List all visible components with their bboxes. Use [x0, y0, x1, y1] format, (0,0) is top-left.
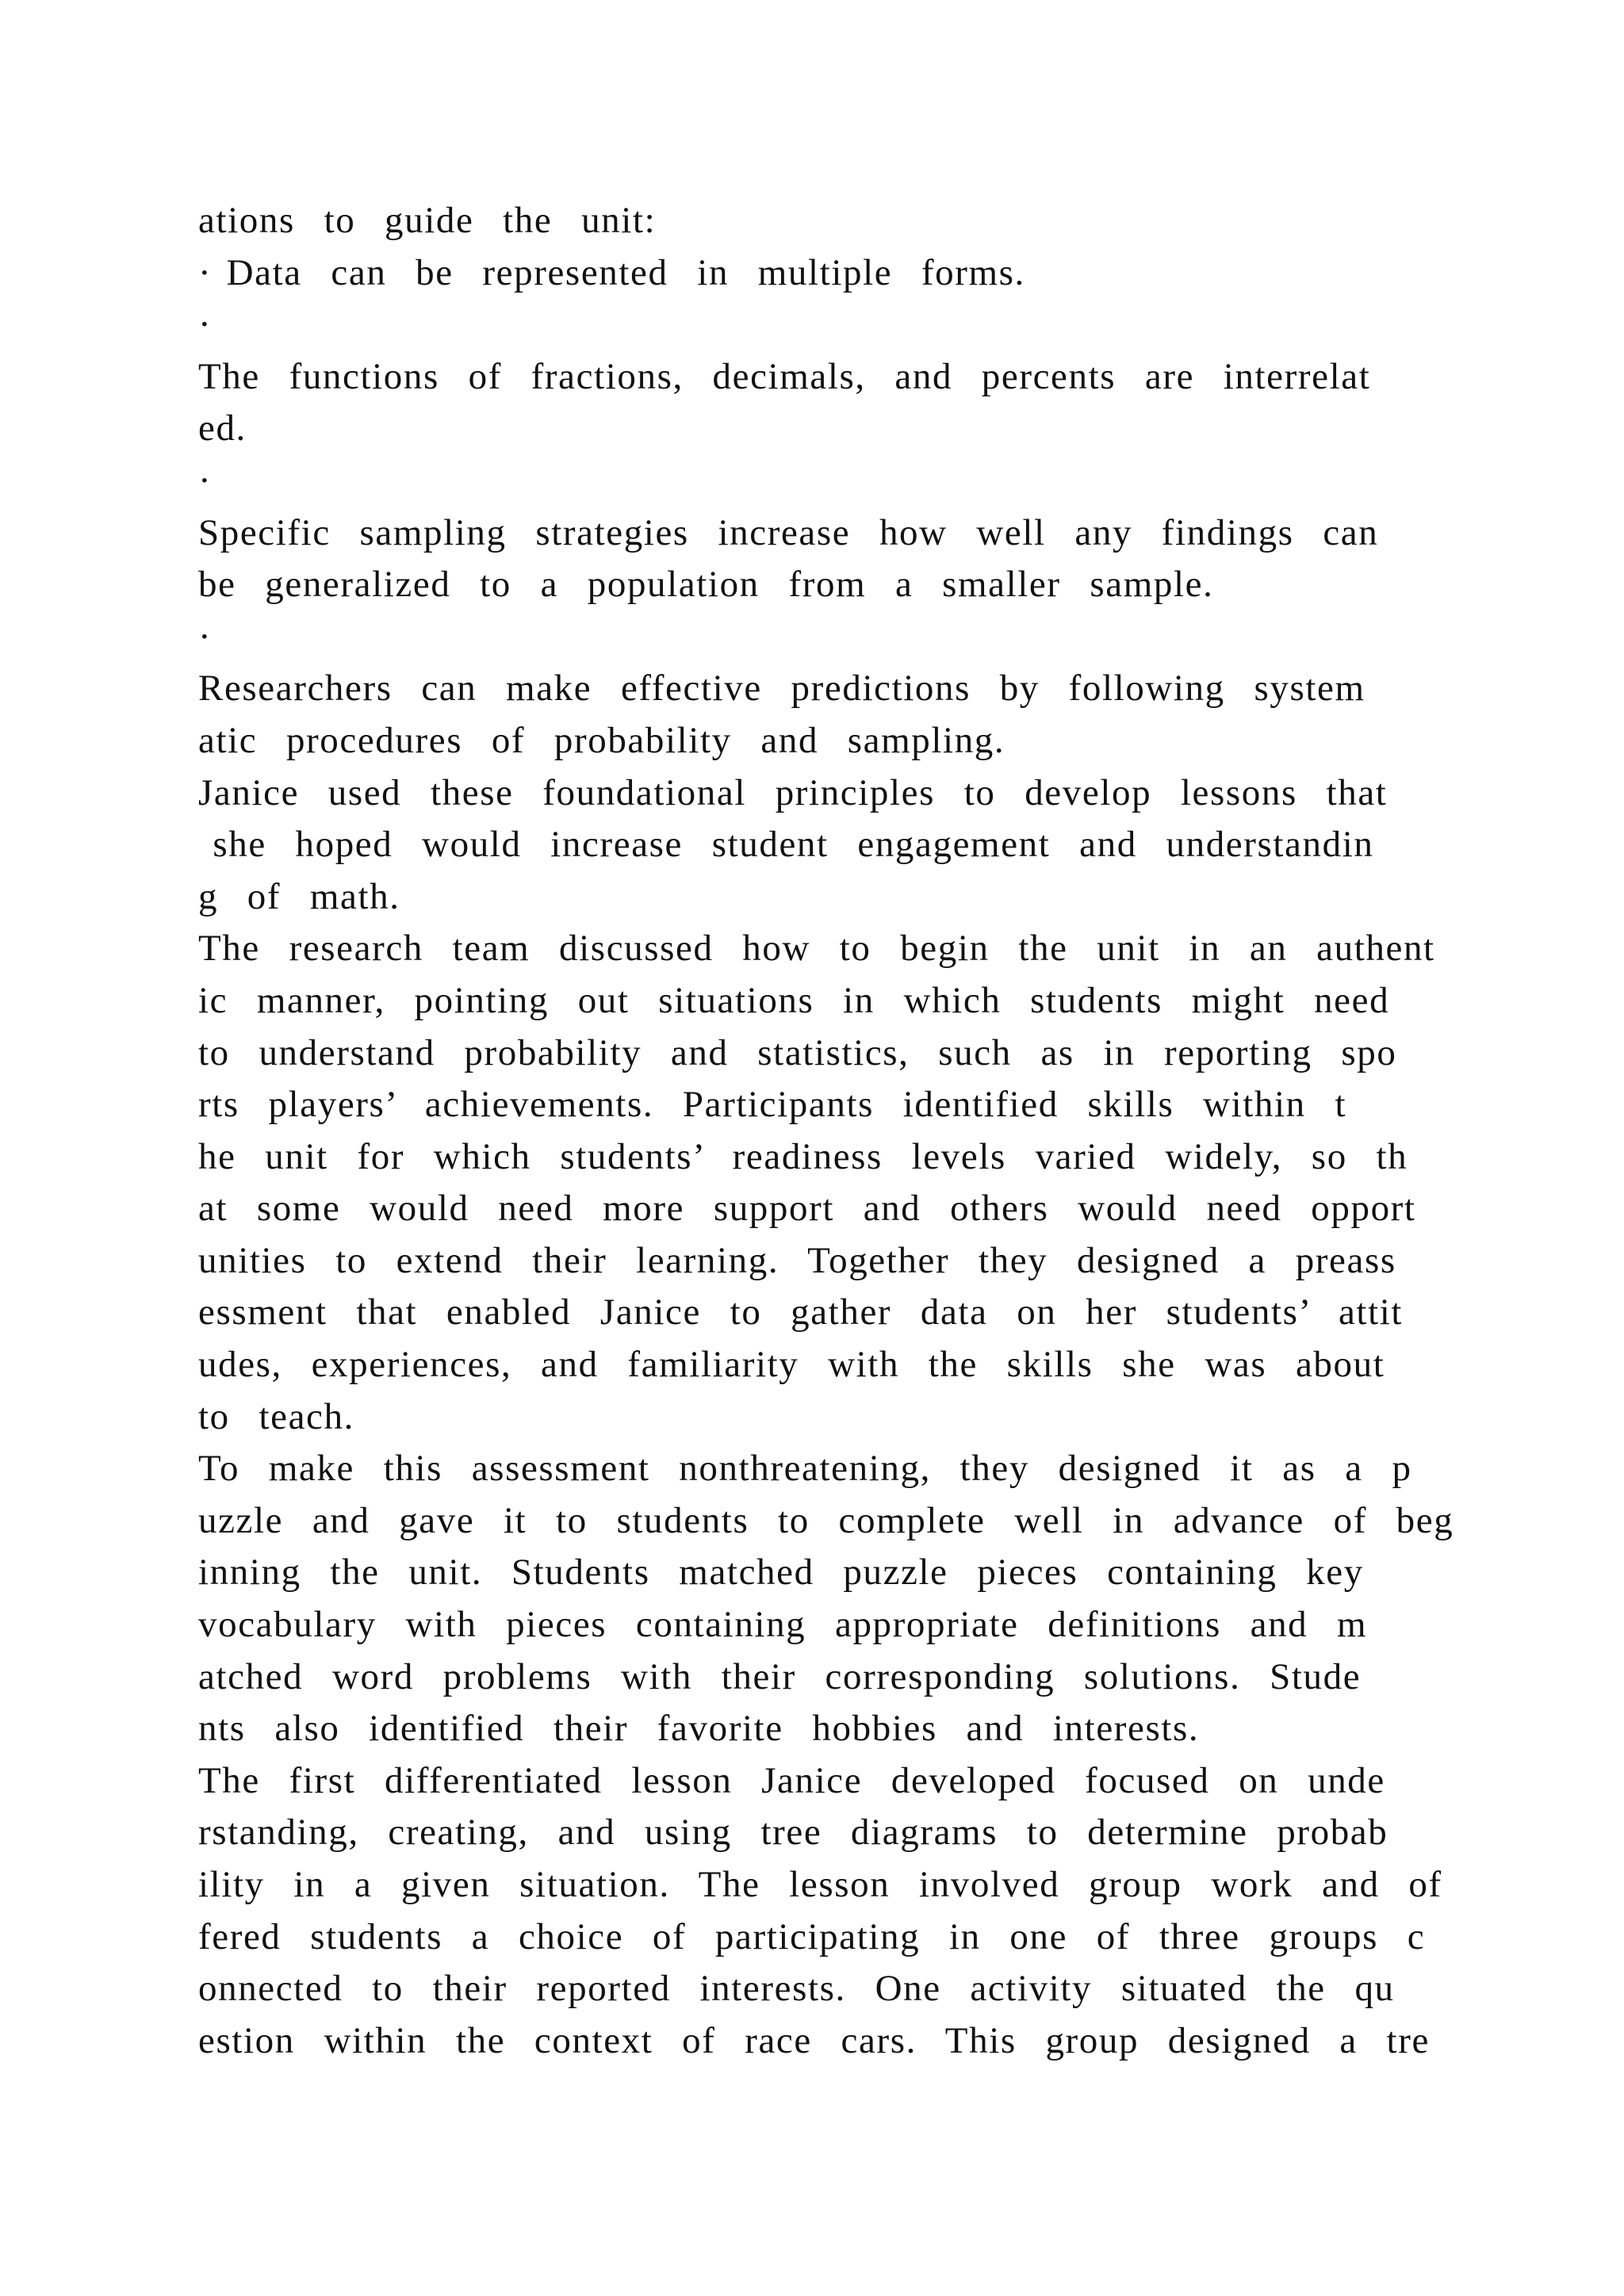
text-line: g of math. [198, 875, 400, 917]
text-line: · Data can be represented in multiple forms. [198, 251, 1025, 293]
text-line: she hoped would increase student engagement and understandin [198, 824, 1374, 866]
text-line: fered students a choice of participating in one of three groups c [198, 1915, 1426, 1957]
text-line: ations to guide the unit: [198, 200, 657, 241]
text-line: The research team discussed how to begin the unit in an authent [198, 928, 1435, 970]
text-line: rts players’ achievements. Participants identified skills within t [198, 1084, 1347, 1126]
text-line: · [198, 459, 213, 501]
text-line: The first differentiated lesson Janice developed focused on unde [198, 1759, 1385, 1801]
text-line: at some would need more support and others would need opport [198, 1188, 1416, 1230]
text-line: ility in a given situation. The lesson involved group work and of [198, 1864, 1442, 1905]
text-line: · [198, 615, 213, 657]
text-line: vocabulary with pieces containing appropriate definitions and m [198, 1604, 1368, 1646]
text-line: ic manner, pointing out situations in which students might need [198, 979, 1390, 1021]
text-line: rstanding, creating, and using tree diagrams to determine probab [198, 1812, 1388, 1854]
text-line: The functions of fractions, decimals, and percents are interrelat [198, 355, 1371, 397]
text-line: nts also identified their favorite hobbies and interests. [198, 1708, 1200, 1750]
text-line: unities to extend their learning. Together they designed a preass [198, 1239, 1396, 1281]
text-line: udes, experiences, and familiarity with the skills she was about [198, 1344, 1385, 1386]
text-line: uzzle and gave it to students to complete well in advance of beg [198, 1499, 1454, 1541]
text-line: ed. [198, 408, 247, 450]
text-line: he unit for which students’ readiness levels varied widely, so th [198, 1135, 1408, 1177]
text-line: Specific sampling strategies increase how well any findings can [198, 511, 1379, 553]
text-line: be generalized to a population from a smaller sample. [198, 564, 1214, 606]
text-line: To make this assessment nonthreatening, they designed it as a p [198, 1448, 1412, 1490]
text-line: Researchers can make effective predictions by following system [198, 668, 1365, 710]
text-line: inning the unit. Students matched puzzle pieces containing key [198, 1552, 1364, 1594]
text-line: · [198, 304, 213, 346]
text-line: to teach. [198, 1395, 354, 1437]
text-line: estion within the context of race cars. This group designed a tre [198, 2019, 1430, 2061]
text-line: atic procedures of probability and sampling. [198, 719, 1005, 761]
text-line: essment that enabled Janice to gather data on her students’ attit [198, 1292, 1404, 1334]
body-text [198, 195, 1467, 2067]
text-line: Janice used these foundational principles to develop lessons that [198, 771, 1388, 813]
text-line: to understand probability and statistics, such as in reporting spo [198, 1031, 1397, 1073]
text-line: onnected to their reported interests. One activity situated the qu [198, 1968, 1395, 2010]
text-line: atched word problems with their corresponding solutions. Stude [198, 1655, 1362, 1697]
